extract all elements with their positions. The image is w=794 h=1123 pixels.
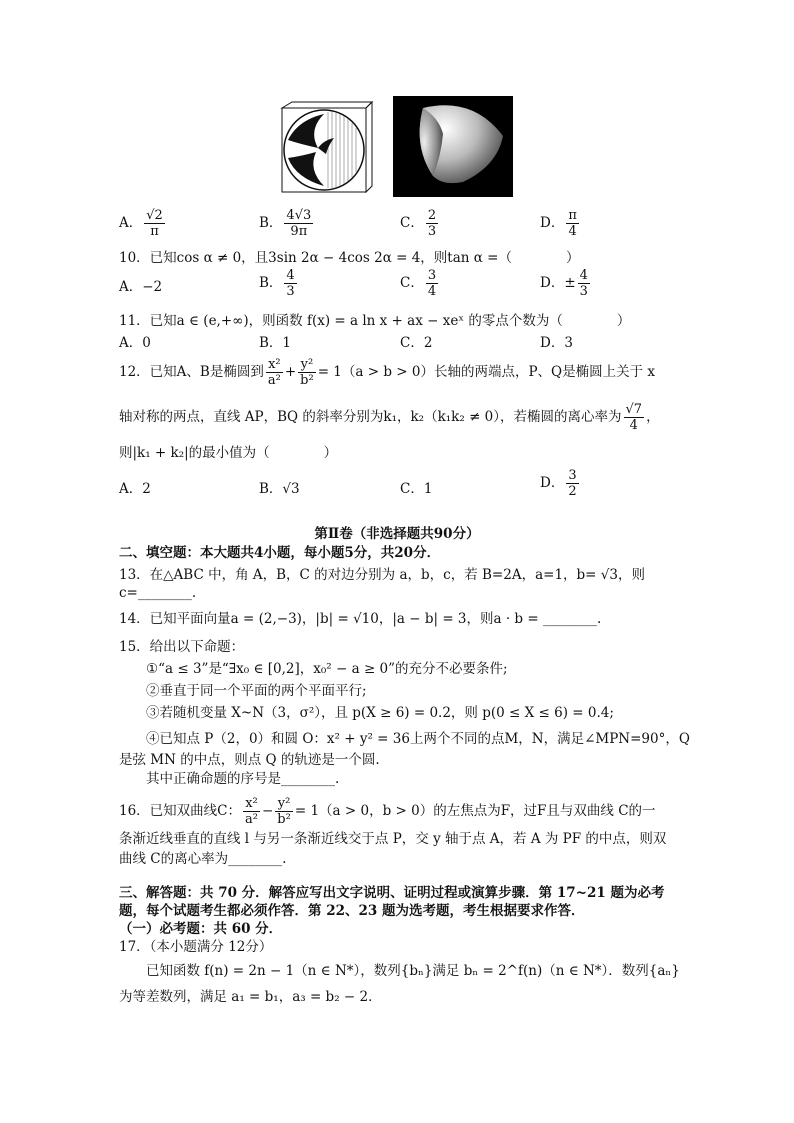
option-prefix: ± [564,275,576,291]
fraction-numerator: 4√3 [286,208,312,223]
q11-option-a [119,334,151,352]
q16-line-3: 曲线 C的离心率为________. [119,851,287,867]
q10-stem: 10．已知cos α ≠ 0，且3sin 2α − 4cos 2α = 4，则tan α =（ ） [119,250,580,266]
option-text: 1 [282,335,292,351]
q12-text: = 1（a > b > 0）长轴的两端点，P、Q是椭圆上关于 x [317,364,656,380]
fraction [243,796,260,827]
q17-line-2: 为等差数列，满足 a₁ = b₁，a₃ = b₂ − 2． [119,989,382,1005]
q12-text: ， [646,409,660,425]
option-letter: C． [400,481,424,497]
fraction-denominator: 3 [286,284,295,299]
option-text: 3 [564,335,573,351]
q16-text: = 1（a > 0，b > 0）的左焦点为F，过F且与双曲线 C的一 [294,803,656,819]
q12-option-d [540,468,581,499]
q9-option-a [119,208,167,239]
q12-text: 12．已知A、B是椭圆到 [119,364,264,380]
fraction-denominator: b² [300,373,314,388]
sphere-in-cube-diagram-icon [278,100,376,196]
q15-item-4: ④已知点 P（2，0）和圆 O：x² + y² = 36上两个不同的点M，N，满足∠MPN=90°，Q [146,731,690,747]
fraction-denominator: a² [267,373,281,388]
fraction-denominator: 3 [579,284,588,299]
option-letter: C． [400,335,424,351]
fraction-numerator: 4 [579,268,588,283]
q9-option-b [259,208,315,239]
fraction-denominator: b² [277,812,291,827]
fraction-denominator: 4 [629,418,638,433]
q17-title: 17．（本小题满分 12分） [119,939,273,955]
option-text: 2 [142,481,151,497]
option-letter: D． [540,475,565,491]
option-letter: D． [540,215,565,231]
option-fraction [426,268,438,299]
q16-line-1 [119,796,656,827]
q14-stem: 14．已知平面向量a = (2,−3)，|b| = √10，|a − b| = 3，则a · b = ________. [119,611,602,627]
q11-stem: 11．已知a ∈ (e,+∞)，则函数 f(x) = a ln x + ax − xeˣ 的零点个数为（ ） [119,313,631,329]
option-letter: D． [540,275,565,291]
fraction-numerator: y² [275,796,293,812]
section-3-line-2: 题，每个试题考生都必须作答．第 22、23 题为选考题，考生根据要求作答． [119,903,585,919]
q12-option-a [119,480,151,498]
minus-sign: − [261,803,274,819]
fraction-numerator: √7 [625,402,643,417]
q12-line-1 [119,357,655,388]
option-letter: B． [259,481,283,497]
shaded-solid-photo-icon [393,96,513,197]
option-letter: D． [540,335,565,351]
q11-option-d [540,334,573,352]
fraction-denominator: 2 [568,484,577,499]
fraction-denominator: 4 [568,224,577,239]
q9-option-d [540,208,581,239]
option-fraction [284,208,313,239]
section-2-title: 二、填空题：本大题共4小题，每小题5分，共20分． [119,545,441,561]
q12-text: 轴对称的两点，直线 AP，BQ 的斜率分别为k₁，k₂（k₁k₂ ≠ 0），若椭圆的离心率为 [119,409,622,425]
option-text: 1 [423,481,433,497]
q9-option-c [400,208,440,239]
option-letter: A． [119,481,143,497]
plus-sign: + [284,364,297,380]
fraction [275,796,293,827]
fraction-numerator: x² [243,796,260,812]
fraction-numerator: 3 [568,468,577,483]
option-fraction [566,468,578,499]
q15-conclusion: 其中正确命题的序号是________. [146,771,340,787]
q15-item-4-continued: 是弦 MN 的中点，则点 Q 的轨迹是一个圆. [119,752,380,768]
q15-item-2: ②垂直于同一个平面的两个平面平行; [146,683,367,699]
fraction-denominator: 9π [290,224,308,239]
q10-option-b [259,268,299,299]
option-letter: A． [119,279,143,295]
option-letter: B． [259,215,283,231]
fraction-numerator: x² [266,357,283,373]
q12-line-3: 则|k₁ + k₂|的最小值为（ ） [119,445,338,461]
fraction-denominator: a² [245,812,258,827]
q10-option-c [400,268,440,299]
fraction [266,357,283,388]
fraction [624,402,645,433]
option-letter: B． [259,275,283,291]
section-3-line-3: （一）必考题：共 60 分． [119,921,283,937]
option-fraction [284,268,296,299]
fraction-numerator: 2 [427,208,437,223]
q13-line-2: c=________. [119,585,197,601]
fraction [298,357,316,388]
option-fraction [426,208,438,239]
option-text: −2 [142,279,163,295]
option-fraction [144,208,165,239]
q12-option-c [400,480,432,498]
option-text: √3 [282,481,300,497]
fraction-numerator: y² [298,357,316,373]
q10-option-d [540,268,592,299]
q12-line-2 [119,402,660,433]
fraction-numerator: 4 [286,268,295,283]
q15-item-1: ①“a ≤ 3”是“∃x₀ ∈ [0,2]，x₀² − a ≥ 0”的充分不必要条件; [146,661,508,677]
fraction-denominator: 3 [427,224,437,239]
q12-option-b [259,480,300,498]
fraction-denominator: π [150,224,159,239]
fraction-numerator: √2 [146,208,163,223]
option-text: 2 [423,335,433,351]
q16-text: 16．已知双曲线C： [119,803,242,819]
q15-stem: 15．给出以下命题： [119,639,245,655]
q10-option-a [119,278,162,296]
option-text: 0 [142,335,151,351]
option-fraction [578,268,590,299]
q11-option-b [259,334,291,352]
option-letter: A． [119,215,143,231]
part-2-title: 第Ⅱ卷（非选择题共90分） [314,526,480,542]
q13-line-1: 13．在△ABC 中，角 A，B，C 的对边分别为 a，b，c，若 B=2A，a=1，b= √3，则 [119,567,645,583]
option-letter: A． [119,335,143,351]
q16-line-2: 条渐近线垂直的直线 l 与另一条渐近线交于点 P，交 y 轴于点 A，若 A 为 PF 的中点，则双 [119,831,667,847]
q15-item-3: ③若随机变量 X~N（3，σ²），且 p(X ≥ 6) = 0.2，则 p(0 ≤ X ≤ 6) = 0.4; [146,705,614,721]
q11-option-c [400,334,432,352]
option-letter: C． [400,215,424,231]
option-fraction [566,208,579,239]
q17-line-1: 已知函数 f(n) = 2n − 1（n ∈ N*），数列{bₙ}满足 bₙ = 2^f(n)（n ∈ N*）．数列{aₙ} [146,963,680,979]
fraction-denominator: 4 [427,284,437,299]
option-letter: C． [400,275,424,291]
option-letter: B． [259,335,283,351]
section-3-line-1: 三、解答题：共 70 分．解答应写出文字说明、证明过程或演算步骤．第 17~21 题为必考 [119,885,665,901]
fraction-numerator: 3 [427,268,437,283]
fraction-numerator: π [568,208,577,223]
